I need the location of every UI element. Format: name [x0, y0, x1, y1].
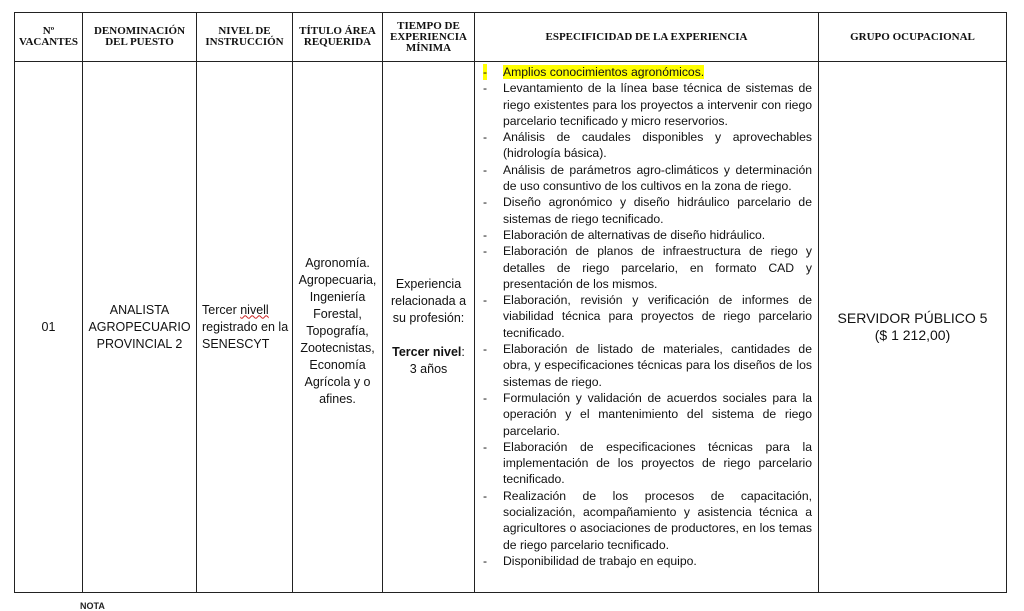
nota-label: NOTA	[80, 601, 105, 611]
list-item	[483, 390, 812, 439]
cell-tiempo	[383, 62, 475, 593]
tiempo-text: Experiencia relacionada a su profesión:	[390, 277, 467, 325]
dash-glyph: -	[483, 553, 488, 568]
dash-glyph: -	[483, 81, 488, 96]
header-especificidad: ESPECIFICIDAD DE LA EXPERIENCIA	[475, 13, 819, 62]
especificidad-list	[483, 64, 812, 569]
job-requirements-table-container	[14, 12, 1006, 593]
header-nivel: NIVEL DE INSTRUCCIÓN	[197, 13, 293, 62]
list-item	[483, 341, 812, 390]
cell-grupo	[819, 62, 1007, 593]
list-item-text: Elaboración de alternativas de diseño hidráulico.	[503, 227, 766, 242]
nivel-part-3: registrado en la SENESCYT	[202, 319, 289, 351]
dash-glyph: -	[483, 390, 488, 405]
header-titulo: TÍTULO ÁREA REQUERIDA	[293, 13, 383, 62]
dash-glyph: -	[483, 439, 488, 454]
cell-vacantes: 01	[15, 62, 83, 593]
header-grupo: GRUPO OCUPACIONAL	[819, 13, 1007, 62]
list-item	[483, 553, 812, 569]
list-item-text: Análisis de caudales disponibles y aprovechables (hidrología básica).	[503, 130, 812, 161]
dash-glyph: -	[483, 244, 488, 259]
tiempo-level-colon: :	[461, 345, 465, 359]
list-item	[483, 194, 812, 227]
denominacion-line: PROVINCIAL 2	[96, 336, 183, 351]
grupo-title: SERVIDOR PÚBLICO 5	[837, 310, 988, 326]
header-row	[15, 13, 1007, 62]
cell-titulo	[293, 62, 383, 593]
table-row	[15, 62, 1007, 593]
job-requirements-table	[14, 12, 1007, 593]
tiempo-years: 3 años	[409, 362, 448, 376]
list-item	[483, 64, 812, 80]
list-item-text: Realización de los procesos de capacitación, socialización, acompañamiento y asistencia técnica a agricultores o asociaciones de productores, en los temas de riego parcelario tecnificado.	[503, 488, 812, 552]
list-item-text: Diseño agronómico y diseño hidráulico parcelario de sistemas de riego tecnificado.	[503, 195, 812, 226]
list-item-text: Disponibilidad de trabajo en equipo.	[503, 553, 697, 568]
list-item	[483, 129, 812, 162]
header-denominacion: DENOMINACIÓN DEL PUESTO	[83, 13, 197, 62]
dash-glyph: -	[483, 65, 488, 79]
dash-glyph: -	[483, 162, 488, 177]
list-item-text: Elaboración de listado de materiales, cantidades de obra, y especificaciones técnicas para los diseños de los sistemas de riego.	[503, 342, 812, 389]
list-item-text: Formulación y validación de acuerdos sociales para la operación y el mantenimiento del sistema de riego parcelario.	[503, 390, 812, 438]
cell-denominacion	[83, 62, 197, 593]
dash-glyph: -	[483, 227, 488, 242]
tiempo-level-bold: Tercer nivel	[392, 345, 462, 359]
list-item-text: Análisis de parámetros agro-climáticos y determinación de uso consuntivo de los cultivos en la zona de riego.	[503, 162, 812, 194]
dash-glyph: -	[483, 342, 488, 357]
header-tiempo: TIEMPO DE EXPERIENCIA MÍNIMA	[383, 13, 475, 62]
list-item	[483, 439, 812, 488]
list-item	[483, 243, 812, 292]
denominacion-line: AGROPECUARIO	[88, 319, 191, 334]
denominacion-line: ANALISTA	[109, 302, 170, 317]
list-item-text: Elaboración, revisión y verificación de informes de viabilidad técnica para proyectos de riego parcelario tecnificado.	[503, 293, 812, 340]
list-item-text: Elaboración de planos de infraestructura de riego y detalles de riego parcelario, en formato CAD y presentación de los mismos.	[503, 244, 812, 291]
list-item-text: Elaboración de especificaciones técnicas para la implementación de los proyectos de riego parcelario tecnificado.	[503, 439, 812, 487]
dash-glyph: -	[483, 293, 488, 308]
titulo-text: Agronomía. Agropecuaria, Ingeniería Forestal, Topografía, Zootecnistas, Economía Agrícola y o afines.	[298, 255, 377, 406]
list-item	[483, 227, 812, 243]
highlighted-text: Amplios conocimientos agronómicos.	[503, 65, 705, 79]
nivel-part-1: Tercer	[202, 302, 237, 317]
dash-glyph: -	[483, 130, 488, 145]
list-item	[483, 80, 812, 129]
nivel-misspelled-word: nivell	[240, 302, 269, 317]
list-item-text: Levantamiento de la línea base técnica de sistemas de riego existentes para los proyectos a intervenir con riego parcelario tecnificado y micro reservorios.	[503, 81, 812, 128]
list-item	[483, 292, 812, 341]
cell-nivel	[197, 62, 293, 593]
dash-glyph: -	[483, 195, 488, 210]
list-item	[483, 162, 812, 195]
tiempo-level	[386, 344, 471, 361]
header-vacantes: Nº VACANTES	[15, 13, 83, 62]
list-item	[483, 488, 812, 553]
grupo-salary: ($ 1 212,00)	[874, 327, 951, 343]
cell-especificidad	[475, 62, 819, 593]
dash-glyph: -	[483, 488, 488, 503]
